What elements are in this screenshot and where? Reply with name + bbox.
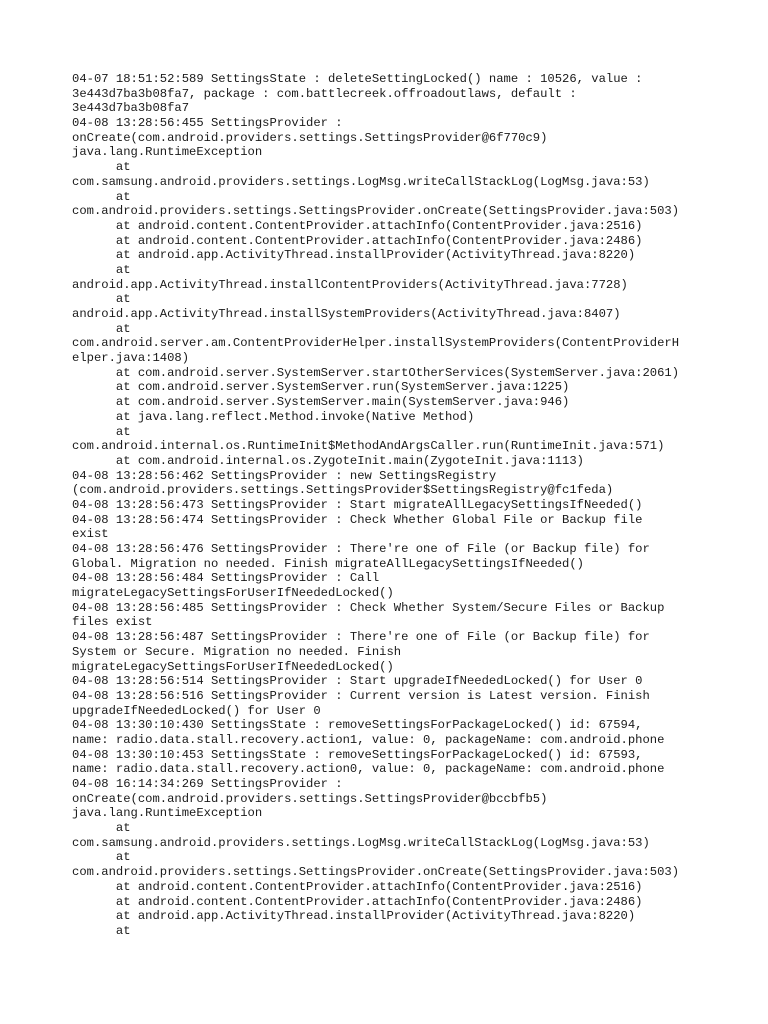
log-line: name: radio.data.stall.recovery.action1, value: 0, packageName: com.android.phone <box>72 732 665 747</box>
log-line: com.samsung.android.providers.settings.LogMsg.writeCallStackLog(LogMsg.java:53) <box>72 835 650 850</box>
log-line: 04-08 13:28:56:473 SettingsProvider : Start migrateAllLegacySettingsIfNeeded() <box>72 497 643 512</box>
log-line: onCreate(com.android.providers.settings.SettingsProvider@bccbfb5) <box>72 791 548 806</box>
log-line: android.app.ActivityThread.installSystemProviders(ActivityThread.java:8407) <box>72 307 621 321</box>
log-line: 04-08 13:30:10:430 SettingsState : removeSettingsForPackageLocked() id: 67594, <box>72 718 643 733</box>
log-line: onCreate(com.android.providers.settings.SettingsProvider@6f770c9) <box>72 130 548 145</box>
log-line: name: radio.data.stall.recovery.action0, value: 0, packageName: com.android.phone <box>72 762 665 777</box>
log-line: com.android.server.am.ContentProviderHelper.installSystemProviders(ContentProviderH <box>72 336 680 351</box>
log-line: android.app.ActivityThread.installContentProviders(ActivityThread.java:7728) <box>72 277 628 292</box>
log-line: 04-08 13:28:56:516 SettingsProvider : Current version is Latest version. Finish <box>72 688 650 703</box>
log-line: files exist <box>72 615 153 630</box>
log-line: at com.android.server.SystemServer.run(SystemServer.java:1225) <box>72 380 570 395</box>
log-line: at <box>72 923 131 938</box>
log-line: System or Secure. Migration no needed. Finish <box>72 644 402 659</box>
log-line: Global. Migration no needed. Finish migrateAllLegacySettingsIfNeeded() <box>72 556 584 571</box>
log-line: java.lang.RuntimeException <box>72 806 263 821</box>
log-line: at <box>72 821 131 836</box>
log-line: elper.java:1408) <box>72 351 190 366</box>
log-line: at android.content.ContentProvider.attachInfo(ContentProvider.java:2516) <box>72 879 643 894</box>
log-line: at <box>72 321 131 336</box>
log-line: at <box>72 424 131 439</box>
log-line: 3e443d7ba3b08fa7, package : com.battlecreek.offroadoutlaws, default : <box>72 86 577 101</box>
log-line: 04-08 13:28:56:487 SettingsProvider : There're one of File (or Backup file) for <box>72 630 650 645</box>
log-line: at android.content.ContentProvider.attachInfo(ContentProvider.java:2486) <box>72 894 643 909</box>
log-line: at android.app.ActivityThread.installProvider(ActivityThread.java:8220) <box>72 248 636 263</box>
log-line: at android.app.ActivityThread.installProvider(ActivityThread.java:8220) <box>72 909 636 924</box>
log-line: java.lang.RuntimeException <box>72 145 263 160</box>
log-line: at com.android.server.SystemServer.main(SystemServer.java:946) <box>72 395 570 410</box>
log-line: com.android.providers.settings.SettingsProvider.onCreate(SettingsProvider.java:503) <box>72 204 680 219</box>
log-line: upgradeIfNeededLocked() for User 0 <box>72 703 321 718</box>
log-line: at java.lang.reflect.Method.invoke(Native Method) <box>72 409 475 424</box>
log-line: 04-08 13:28:56:485 SettingsProvider : Check Whether System/Secure Files or Backup <box>72 600 665 615</box>
log-line: (com.android.providers.settings.SettingsProvider$SettingsRegistry@fc1feda) <box>72 483 614 498</box>
log-line: at <box>72 292 131 307</box>
log-line: 04-08 16:14:34:269 SettingsProvider : <box>72 777 343 791</box>
log-line: at android.content.ContentProvider.attachInfo(ContentProvider.java:2486) <box>72 233 643 248</box>
log-line: at com.android.internal.os.ZygoteInit.main(ZygoteInit.java:1113) <box>72 453 584 468</box>
log-line: 04-08 13:28:56:476 SettingsProvider : There're one of File (or Backup file) for <box>72 542 650 556</box>
log-line: migrateLegacySettingsForUserIfNeededLocked() <box>72 586 394 601</box>
log-line: 04-07 18:51:52:589 SettingsState : deleteSettingLocked() name : 10526, value : <box>72 72 643 86</box>
log-line: 04-08 13:28:56:484 SettingsProvider : Call <box>72 571 380 586</box>
log-line: com.android.internal.os.RuntimeInit$MethodAndArgsCaller.run(RuntimeInit.java:571) <box>72 439 665 454</box>
log-line: 04-08 13:28:56:474 SettingsProvider : Check Whether Global File or Backup file <box>72 512 643 527</box>
log-text-block <box>72 72 712 939</box>
log-line: com.samsung.android.providers.settings.LogMsg.writeCallStackLog(LogMsg.java:53) <box>72 174 650 189</box>
log-line: at android.content.ContentProvider.attachInfo(ContentProvider.java:2516) <box>72 218 643 233</box>
log-line: com.android.providers.settings.SettingsProvider.onCreate(SettingsProvider.java:503) <box>72 865 680 880</box>
log-line: 04-08 13:28:56:462 SettingsProvider : new SettingsRegistry <box>72 468 497 483</box>
log-line: at com.android.server.SystemServer.startOtherServices(SystemServer.java:2061) <box>72 365 680 380</box>
log-line: 04-08 13:30:10:453 SettingsState : removeSettingsForPackageLocked() id: 67593, <box>72 747 643 762</box>
log-line: migrateLegacySettingsForUserIfNeededLocked() <box>72 659 394 674</box>
log-line: 04-08 13:28:56:514 SettingsProvider : Start upgradeIfNeededLocked() for User 0 <box>72 674 643 689</box>
log-line: at <box>72 850 131 865</box>
log-line: 04-08 13:28:56:455 SettingsProvider : <box>72 116 343 131</box>
log-line: exist <box>72 527 109 542</box>
log-line: at <box>72 262 131 277</box>
log-line: 3e443d7ba3b08fa7 <box>72 101 190 116</box>
log-line: at <box>72 160 131 175</box>
log-line: at <box>72 189 131 204</box>
